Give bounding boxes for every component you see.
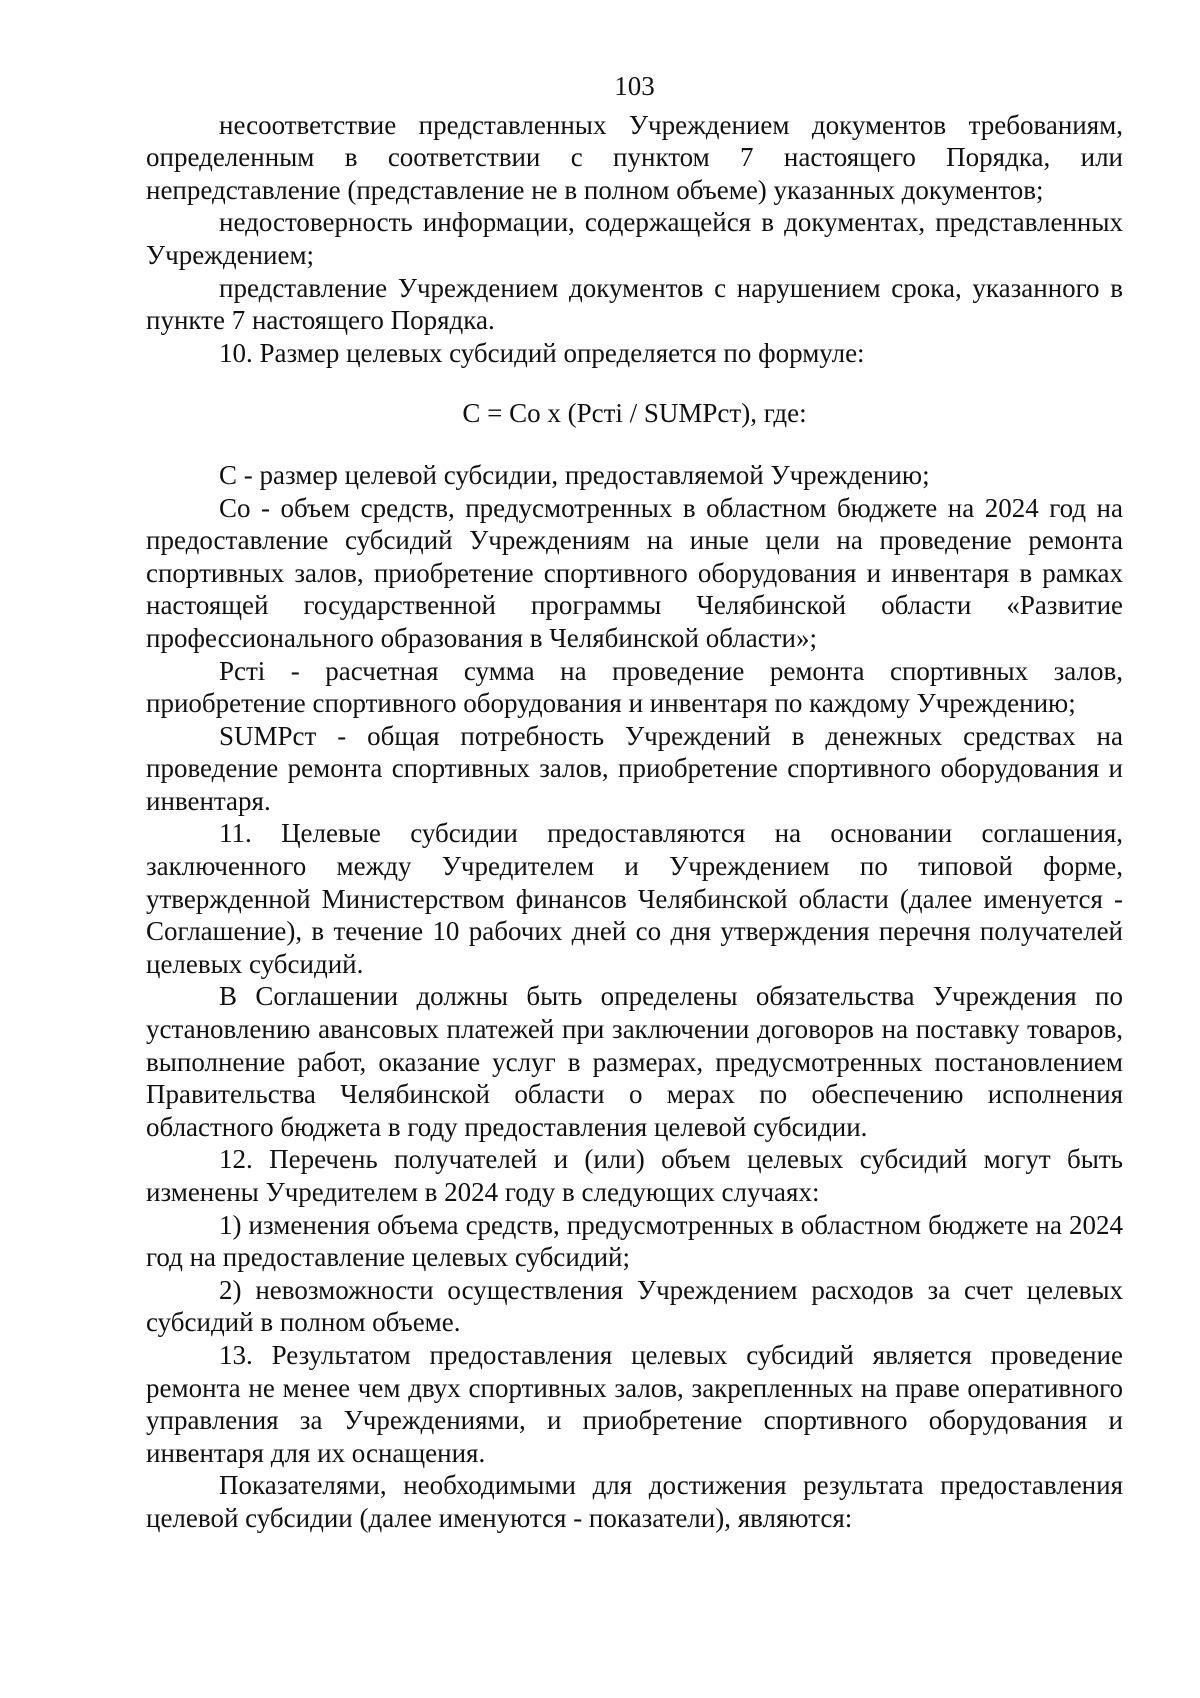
paragraph-indicators: Показателями, необходимыми для достижения результата предоставления целевой субсидии (далее именуются - показатели), являются: xyxy=(146,1470,1123,1533)
definition-co: Со - объем средств, предусмотренных в областном бюджете на 2024 год на предоставление субсидий Учреждениям на иные цели на проведение ремонта спортивных залов, приобретение спортивного оборудования и инвентаря в рамках настоящей государственной программы Челябинской области «Развитие профессионального образования в Челябинской области»; xyxy=(146,492,1123,653)
paragraph-agreement-obligations: В Соглашении должны быть определены обязательства Учреждения по установлению авансовых платежей при заключении договоров на поставку товаров, выполнение работ, оказание услуг в размерах, предусмотренных постановлением Правительства Челябинской области о мерах по обеспечению исполнения областного бюджета в году предоставления целевой субсидии. xyxy=(146,981,1123,1142)
definition-rcti: Рсті - расчетная сумма на проведение ремонта спортивных залов, приобретение спортивного оборудования и инвентаря по каждому Учреждению; xyxy=(146,655,1123,719)
definition-c: С - размер целевой субсидии, предоставляемой Учреждению; xyxy=(219,459,930,490)
paragraph-item-9-reason-2: недостоверность информации, содержащейся в документах, представленных Учреждением; xyxy=(146,207,1123,270)
paragraph-item-12-case-1: 1) изменения объема средств, предусмотренных в областном бюджете на 2024 год на предоставление целевых субсидий; xyxy=(146,1209,1123,1273)
paragraph-item-12: 12. Перечень получателей и (или) объем целевых субсидий могут быть изменены Учредителем в 2024 году в следующих случаях: xyxy=(146,1144,1123,1207)
page-number: 103 xyxy=(614,71,655,101)
paragraph-item-12-case-2: 2) невозможности осуществления Учреждением расходов за счет целевых субсидий в полном объеме. xyxy=(146,1274,1123,1338)
document-page xyxy=(146,70,1123,1535)
paragraph-item-9-reason-1: несоответствие представленных Учреждением документов требованиям, определенным в соответствии с пунктом 7 настоящего Порядка, или непредставление (представление не в полном объеме) указанных документов; xyxy=(146,109,1123,205)
paragraph-item-11: 11. Целевые субсидии предоставляются на основании соглашения, заключенного между Учредителем и Учреждением по типовой форме, утвержденной Министерством финансов Челябинской области (далее именуется - Соглашение), в течение 10 рабочих дней со дня утверждения перечня получателей целевых субсидий. xyxy=(146,818,1123,979)
paragraph-item-9-reason-3: представление Учреждением документов с нарушением срока, указанного в пункте 7 настоящего Порядка. xyxy=(146,272,1123,336)
paragraph-item-10: 10. Размер целевых субсидий определяется по формуле: xyxy=(219,337,865,368)
definition-sumrct: SUMРст - общая потребность Учреждений в денежных средствах на проведение ремонта спортивных залов, приобретение спортивного оборудования и инвентаря. xyxy=(146,720,1123,816)
subsidy-formula: С = Со х (Рсті / SUMРст), где: xyxy=(462,398,807,429)
paragraph-item-13: 13. Результатом предоставления целевых субсидий является проведение ремонта не менее чем двух спортивных залов, закрепленных на праве оперативного управления за Учреждениями, и приобретение спортивного оборудования и инвентаря для их оснащения. xyxy=(146,1339,1123,1468)
